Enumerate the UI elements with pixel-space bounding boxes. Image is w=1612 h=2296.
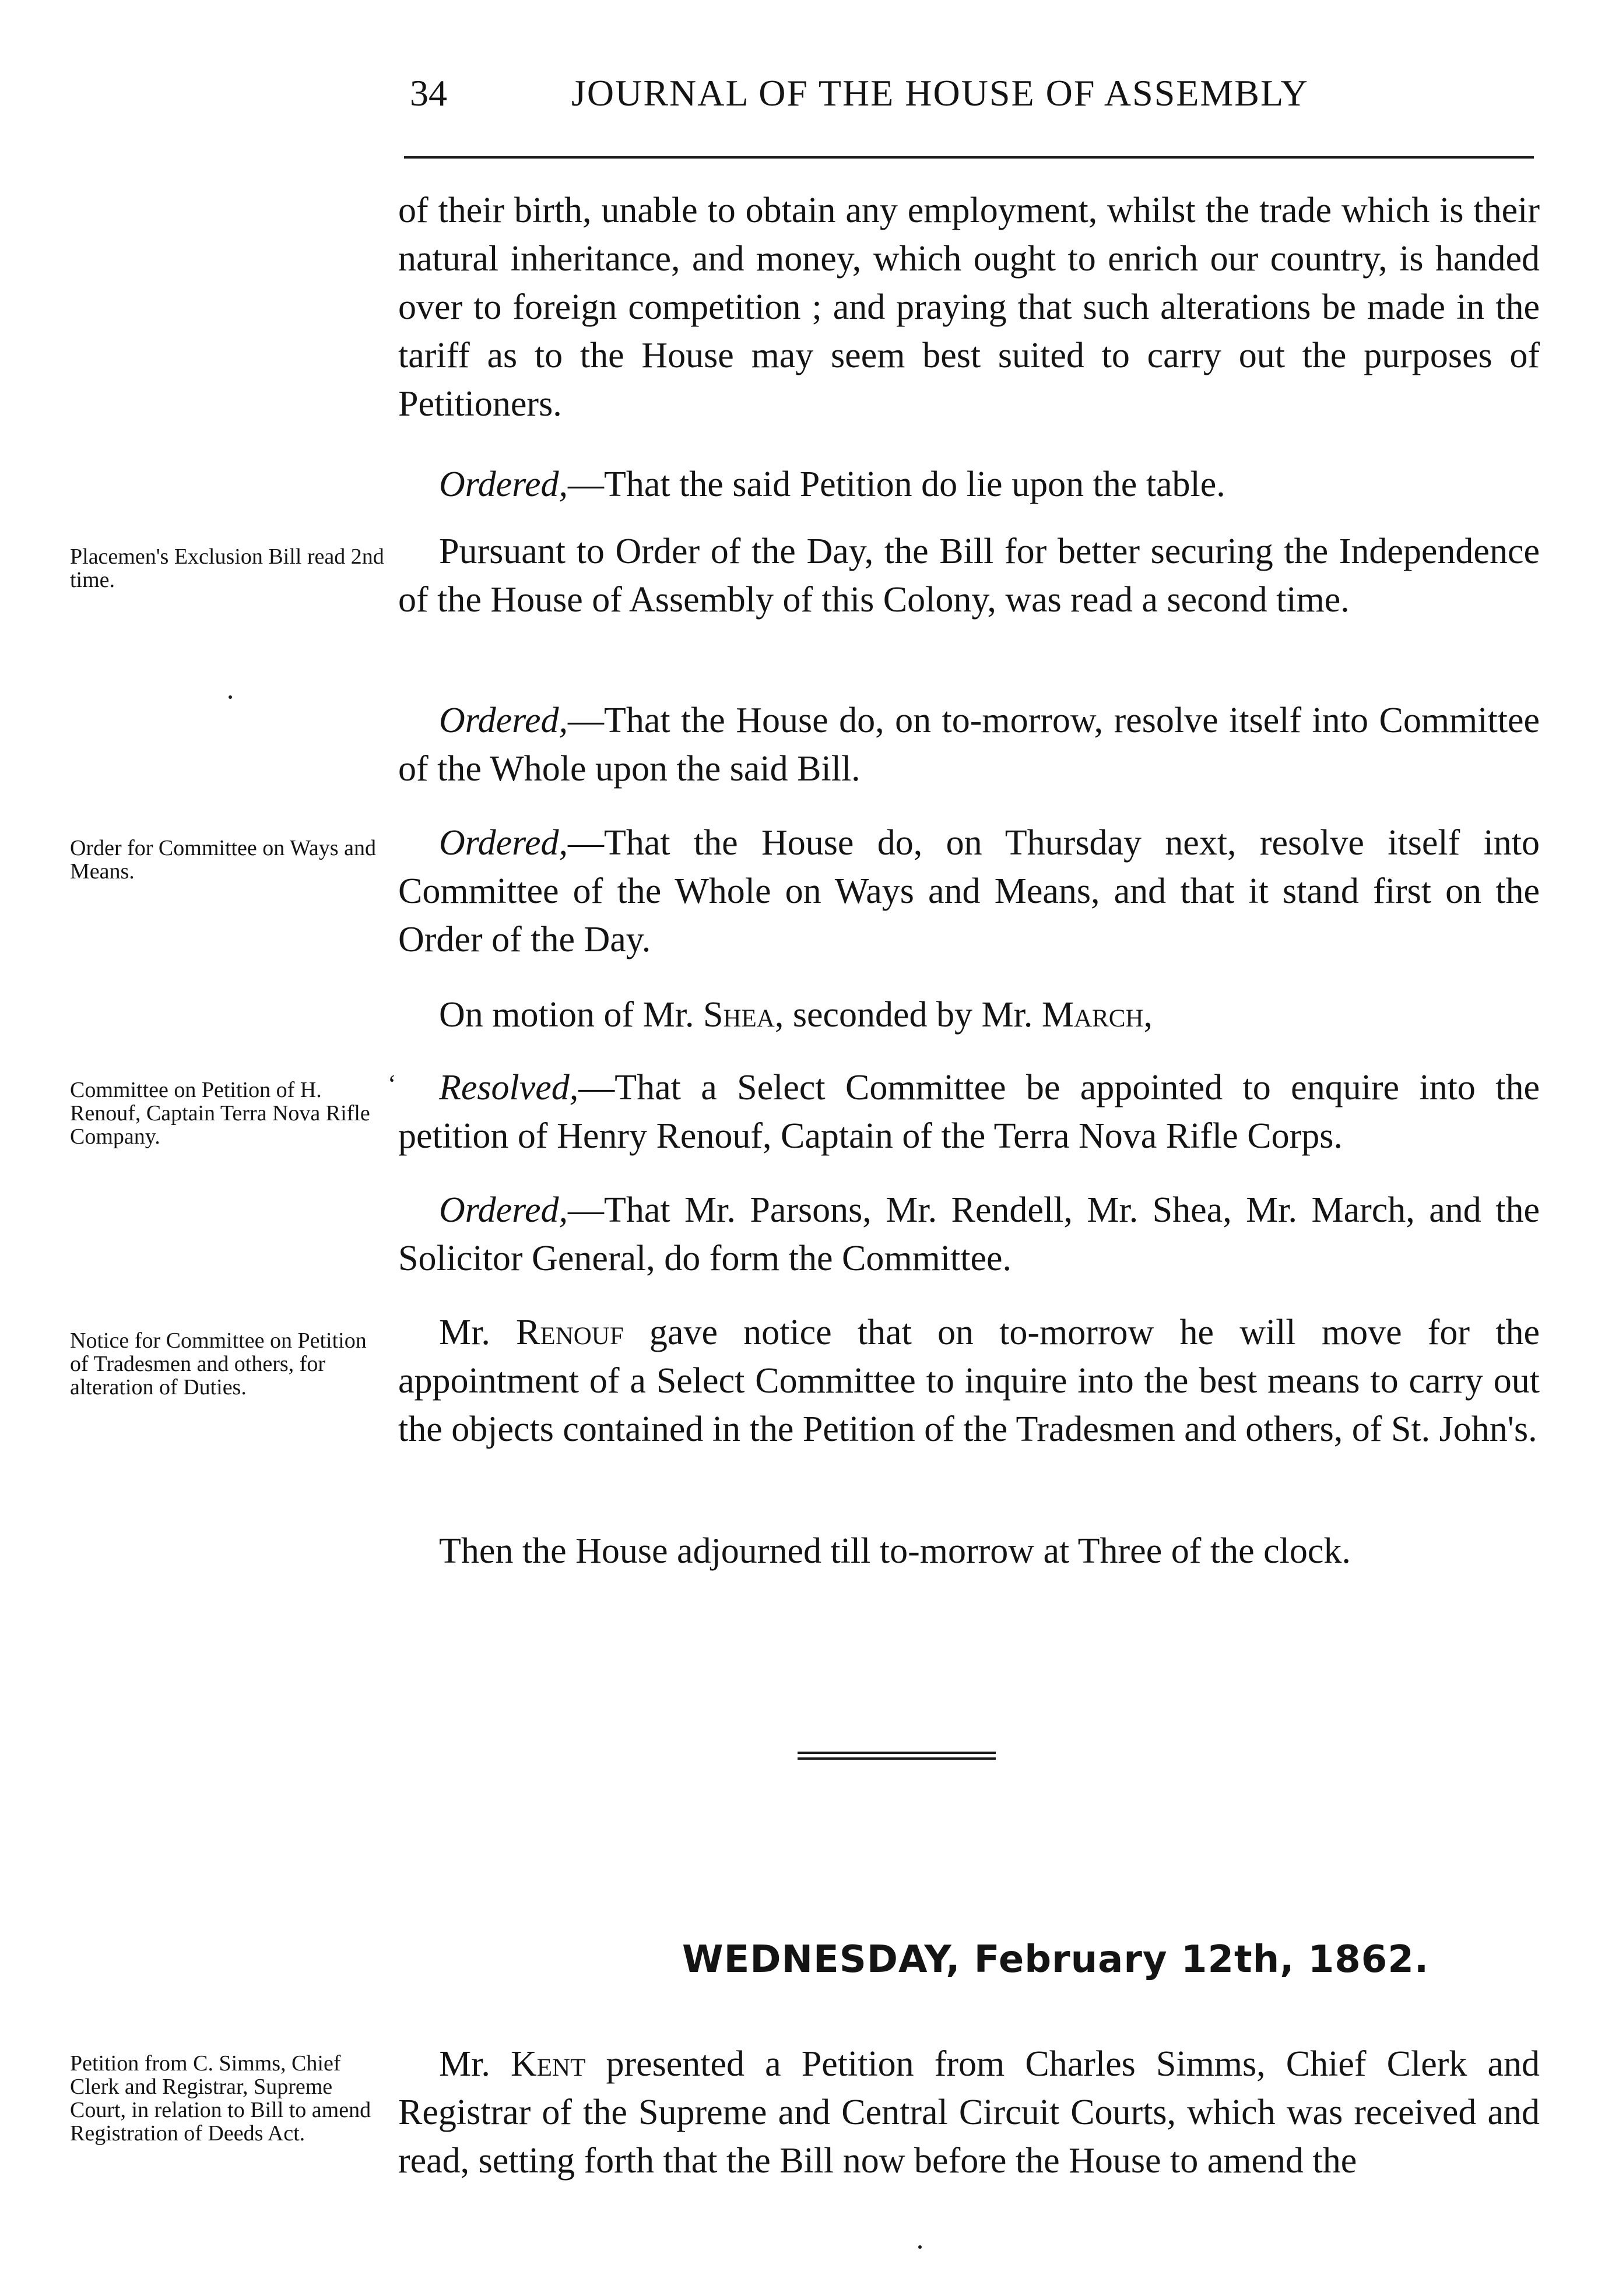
motion-text: On motion of Mr. — [439, 995, 703, 1035]
ordered-text: —That the House do, on Thursday next, resolve itself into Committee of the Whole on Ways and Means, and that it stand first on the Order of the Day. — [398, 823, 1540, 959]
ordered-label: Ordered, — [439, 1190, 568, 1230]
paragraph-ordered-form-committee — [398, 1186, 1540, 1283]
ordered-text: —That the House do, on to-morrow, resolve itself into Committee of the Whole upon the said Bill. — [398, 701, 1540, 789]
member-name-shea: Shea — [703, 995, 775, 1035]
resolved-text: —That a Select Committee be appointed to enquire into the petition of Henry Renouf, Captain of the Terra Nova Rifle Corps. — [398, 1068, 1540, 1156]
paragraph-kent-petition — [398, 2040, 1540, 2185]
margin-note-placemens-bill: Placemen's Exclusion Bill read 2nd time. — [70, 544, 384, 592]
notice-text: Mr. — [439, 1313, 517, 1352]
resolved-label: Resolved, — [439, 1068, 579, 1107]
header-rule — [404, 156, 1534, 159]
section-double-rule — [798, 1752, 996, 1760]
page-number: 34 — [410, 72, 447, 114]
ordered-text: —That the said Petition do lie upon the table. — [567, 465, 1225, 504]
print-speck — [918, 2245, 922, 2249]
journal-title: JOURNAL OF THE HOUSE OF ASSEMBLY — [571, 72, 1309, 114]
notice-text: gave notice that on to-morrow he will move for the appointment of a Select Committee to inquire into the best means to carry out the objects contained in the Petition of the Tradesmen and others, of St. John's. — [398, 1313, 1540, 1449]
margin-note-simms-petition: Petition from C. Simms, Chief Clerk and Registrar, Supreme Court, in relation to Bill to amend Registration of Deeds Act. — [70, 2051, 371, 2146]
motion-text: , — [1143, 995, 1153, 1035]
ordered-text: —That Mr. Parsons, Mr. Rendell, Mr. Shea, Mr. March, and the Solicitor General, do form the Committee. — [398, 1190, 1540, 1278]
date-heading: WEDNESDAY, February 12th, 1862. — [682, 1938, 1430, 1981]
ordered-label: Ordered, — [439, 823, 568, 863]
member-name-renouf: Renouf — [516, 1313, 624, 1352]
motion-text: , seconded by Mr. — [774, 995, 1042, 1035]
paragraph-ordered-ways-means — [398, 819, 1540, 964]
ordered-label: Ordered, — [439, 465, 568, 504]
margin-note-renouf-petition: Committee on Petition of H. Renouf, Captain Terra Nova Rifle Company. — [70, 1078, 370, 1149]
print-speck — [229, 695, 232, 699]
paragraph-ordered-committee-whole — [398, 697, 1540, 793]
margin-note-ways-means: Order for Committee on Ways and Means. — [70, 836, 376, 884]
paragraph-motion — [398, 991, 1540, 1039]
petition-text: Mr. — [439, 2044, 511, 2084]
ordered-label: Ordered, — [439, 701, 568, 740]
member-name-march: March — [1041, 995, 1144, 1035]
paragraph-renouf-notice — [398, 1309, 1540, 1454]
paragraph-resolved-select-committee — [398, 1064, 1540, 1161]
paragraph-petition-continuation: of their birth, unable to obtain any employment, whilst the trade which is their natural inheritance, and money, which ought to enrich our country, is handed over to foreign competition ; and praying that such alterations be made in the tariff as to the House may seem best suited to carry out the purposes of Petitioners. — [398, 191, 1540, 424]
paragraph-ordered-lie-on-table — [398, 460, 1540, 509]
petition-text: presented a Petition from Charles Simms, Chief Clerk and Registrar of the Supreme and Central Circuit Courts, which was received and read, setting forth that the Bill now before the House to amend the — [398, 2044, 1540, 2181]
paragraph-bill-second-reading: Pursuant to Order of the Day, the Bill for better securing the Independence of the House of Assembly of this Colony, was read a second time. — [398, 532, 1540, 620]
paragraph-adjourned: Then the House adjourned till to-morrow at Three of the clock. — [439, 1531, 1351, 1571]
margin-note-tradesmen-notice: Notice for Committee on Petition of Tradesmen and others, for alteration of Duties. — [70, 1328, 367, 1400]
stray-mark: ‘ — [388, 1070, 396, 1098]
member-name-kent: Kent — [510, 2044, 586, 2084]
